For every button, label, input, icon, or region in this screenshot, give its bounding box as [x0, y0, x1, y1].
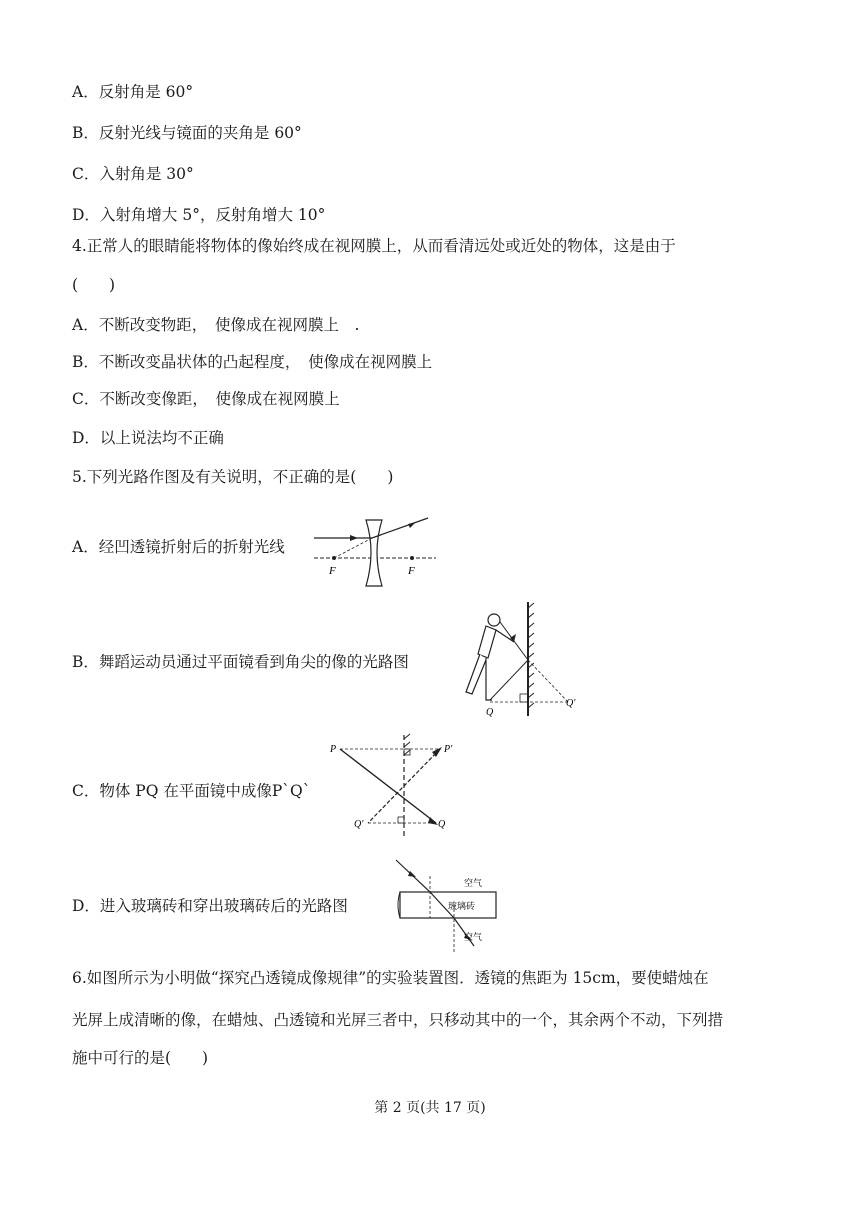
q6-line-3: 施中可行的是( ) — [72, 1049, 209, 1067]
q3-option-c: C．入射角是 30° — [72, 165, 194, 183]
page-footer: 第 2 页(共 17 页) — [374, 1100, 486, 1116]
dancer-figure — [466, 614, 514, 700]
arrow-icon — [510, 634, 516, 642]
dancer-mirror-figure — [456, 600, 586, 718]
arrow-icon — [408, 522, 416, 528]
point-q-prime-label: Q' — [354, 819, 364, 830]
point-q-prime-label: Q' — [566, 698, 576, 709]
point-q-label: Q — [486, 707, 494, 718]
concave-lens-figure — [312, 516, 438, 592]
right-angle-mark — [398, 817, 404, 823]
q6-line-2: 光屏上成清晰的像，在蜡烛、凸透镜和光屏三者中，只移动其中的一个，其余两个不动，下列措 — [72, 1011, 724, 1029]
point-p-prime-label: P' — [444, 744, 453, 755]
pq-mirror-figure — [330, 733, 460, 841]
q6-line-1: 6.如图所示为小明做“探究凸透镜成像规律”的实验装置图．透镜的焦距为 15cm，要使蜡烛在 — [72, 969, 709, 987]
right-angle-mark — [520, 694, 528, 702]
focal-point-right — [410, 556, 414, 560]
q4-option-b: B．不断改变晶状体的凸起程度， 使像成在视网膜上 — [72, 353, 433, 371]
q4-option-a: A．不断改变物距， 使像成在视网膜上 . — [72, 316, 360, 334]
label-glass: 玻璃砖 — [448, 902, 476, 912]
label-air-bottom: 空气 — [464, 933, 483, 943]
extension-line — [528, 660, 568, 702]
arrow-icon — [350, 535, 358, 541]
q5-option-d: D．进入玻璃砖和穿出玻璃砖后的光路图 — [72, 897, 348, 915]
q5-stem: 5.下列光路作图及有关说明，不正确的是( ) — [72, 468, 394, 486]
q3-option-b: B．反射光线与镜面的夹角是 60° — [72, 124, 302, 142]
object-pq — [340, 749, 436, 823]
point-q-label: Q — [438, 819, 446, 830]
extension-line — [334, 538, 372, 558]
q3-option-a: A．反射角是 60° — [72, 83, 194, 101]
q5-option-c: C．物体 PQ 在平面镜中成像P`Q` — [72, 782, 311, 800]
focal-label-left: F — [329, 565, 336, 577]
focal-label-right: F — [408, 565, 415, 577]
point-p-label: P — [330, 744, 337, 755]
q4-answer-paren: ( ) — [72, 276, 116, 294]
focal-point-left — [332, 556, 336, 560]
q4-stem: 4.正常人的眼睛能将物体的像始终成在视网膜上，从而看清远处或近处的物体，这是由于 — [72, 237, 676, 255]
label-air-top: 空气 — [464, 879, 483, 889]
glass-brick-figure — [390, 858, 500, 954]
q4-option-d: D．以上说法均不正确 — [72, 429, 224, 447]
q5-option-a: A．经凹透镜折射后的折射光线 — [72, 538, 285, 556]
concave-lens — [366, 520, 382, 586]
q3-option-d: D．入射角增大 5°，反射角增大 10° — [72, 206, 326, 224]
q5-option-b: B．舞蹈运动员通过平面镜看到角尖的像的光路图 — [72, 653, 409, 671]
q4-option-c: C．不断改变像距， 使像成在视网膜上 — [72, 390, 340, 408]
mirror-hatching — [404, 734, 410, 755]
